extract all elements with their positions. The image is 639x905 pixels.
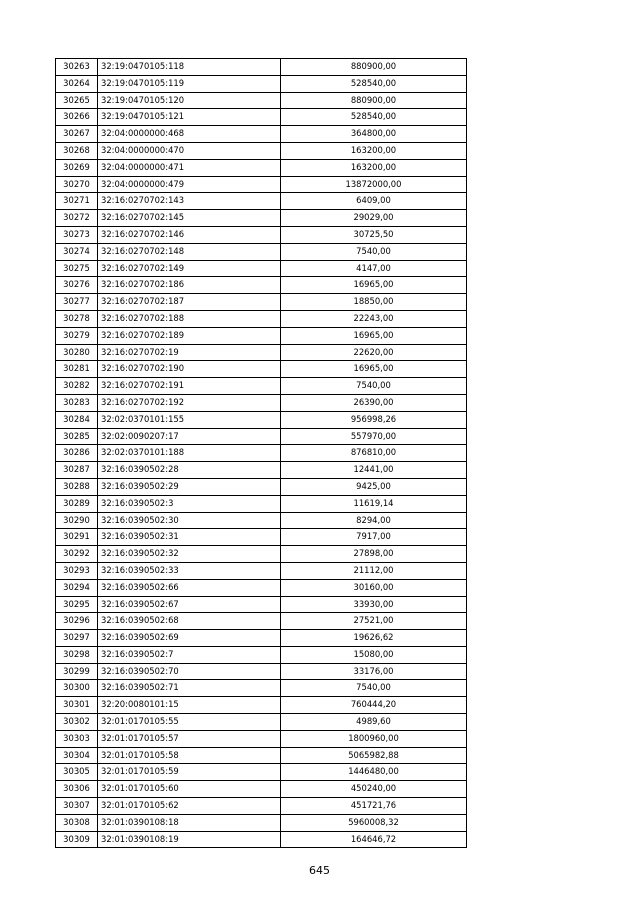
cadastral-code-cell: 32:16:0270702:186 [98,277,281,294]
cadastral-code-cell: 32:04:0000000:468 [98,126,281,143]
value-cell: 528540,00 [281,75,467,92]
row-id-cell: 30304 [56,747,98,764]
value-cell: 12441,00 [281,462,467,479]
table-row [56,697,467,714]
row-id-cell: 30276 [56,277,98,294]
table-row [56,310,467,327]
row-id-cell: 30289 [56,495,98,512]
value-cell: 22243,00 [281,310,467,327]
cadastral-code-cell: 32:16:0270702:145 [98,210,281,227]
table-row [56,210,467,227]
cadastral-code-cell: 32:16:0390502:7 [98,646,281,663]
value-cell: 30160,00 [281,579,467,596]
cadastral-code-cell: 32:16:0270702:148 [98,243,281,260]
table-row [56,462,467,479]
value-cell: 956998,26 [281,411,467,428]
cadastral-code-cell: 32:01:0170105:58 [98,747,281,764]
row-id-cell: 30286 [56,445,98,462]
table-row [56,226,467,243]
value-cell: 13872000,00 [281,176,467,193]
table-row [56,781,467,798]
cadastral-code-cell: 32:01:0390108:19 [98,831,281,848]
cadastral-code-cell: 32:01:0170105:57 [98,730,281,747]
value-cell: 5960008,32 [281,814,467,831]
table-row [56,798,467,815]
row-id-cell: 30308 [56,814,98,831]
table-row [56,361,467,378]
table-row [56,814,467,831]
value-cell: 9425,00 [281,478,467,495]
value-cell: 557970,00 [281,428,467,445]
table-row [56,579,467,596]
cadastral-code-cell: 32:19:0470105:119 [98,75,281,92]
cadastral-code-cell: 32:16:0270702:143 [98,193,281,210]
table-row [56,260,467,277]
table-row [56,747,467,764]
value-cell: 1446480,00 [281,764,467,781]
value-cell: 450240,00 [281,781,467,798]
table-row [56,193,467,210]
row-id-cell: 30281 [56,361,98,378]
table-row [56,596,467,613]
table-row [56,243,467,260]
cadastral-code-cell: 32:01:0170105:55 [98,714,281,731]
row-id-cell: 30309 [56,831,98,848]
table-row [56,277,467,294]
row-id-cell: 30299 [56,663,98,680]
value-cell: 163200,00 [281,159,467,176]
value-cell: 876810,00 [281,445,467,462]
table-body [56,59,467,848]
cadastral-code-cell: 32:16:0270702:187 [98,294,281,311]
value-cell: 1800960,00 [281,730,467,747]
row-id-cell: 30293 [56,562,98,579]
value-cell: 760444,20 [281,697,467,714]
table-row [56,714,467,731]
row-id-cell: 30272 [56,210,98,227]
table-row [56,445,467,462]
cadastral-code-cell: 32:04:0000000:471 [98,159,281,176]
table-row [56,344,467,361]
row-id-cell: 30287 [56,462,98,479]
row-id-cell: 30263 [56,59,98,76]
value-cell: 33176,00 [281,663,467,680]
table-row [56,109,467,126]
value-cell: 26390,00 [281,394,467,411]
row-id-cell: 30297 [56,630,98,647]
table-row [56,428,467,445]
cadastral-code-cell: 32:02:0370101:188 [98,445,281,462]
table-row [56,478,467,495]
value-cell: 6409,00 [281,193,467,210]
table-row [56,159,467,176]
value-cell: 8294,00 [281,512,467,529]
cadastral-code-cell: 32:20:0080101:15 [98,697,281,714]
cadastral-code-cell: 32:02:0370101:155 [98,411,281,428]
value-cell: 16965,00 [281,327,467,344]
row-id-cell: 30306 [56,781,98,798]
value-cell: 880900,00 [281,59,467,76]
row-id-cell: 30282 [56,378,98,395]
table-row [56,613,467,630]
row-id-cell: 30292 [56,546,98,563]
value-cell: 16965,00 [281,277,467,294]
table-row [56,327,467,344]
table-row [56,680,467,697]
row-id-cell: 30295 [56,596,98,613]
table-row [56,59,467,76]
row-id-cell: 30266 [56,109,98,126]
value-cell: 4989,60 [281,714,467,731]
table-row [56,529,467,546]
value-cell: 30725,50 [281,226,467,243]
cadastral-code-cell: 32:16:0270702:149 [98,260,281,277]
cadastral-code-cell: 32:16:0270702:192 [98,394,281,411]
row-id-cell: 30285 [56,428,98,445]
cadastral-code-cell: 32:16:0270702:189 [98,327,281,344]
row-id-cell: 30274 [56,243,98,260]
value-cell: 18850,00 [281,294,467,311]
cadastral-code-cell: 32:16:0390502:66 [98,579,281,596]
cadastral-code-cell: 32:16:0270702:19 [98,344,281,361]
row-id-cell: 30296 [56,613,98,630]
row-id-cell: 30300 [56,680,98,697]
table-row [56,730,467,747]
value-cell: 21112,00 [281,562,467,579]
cadastral-code-cell: 32:16:0390502:71 [98,680,281,697]
cadastral-code-cell: 32:04:0000000:470 [98,142,281,159]
cadastral-code-cell: 32:01:0170105:59 [98,764,281,781]
row-id-cell: 30264 [56,75,98,92]
row-id-cell: 30283 [56,394,98,411]
value-cell: 27521,00 [281,613,467,630]
row-id-cell: 30273 [56,226,98,243]
cadastral-code-cell: 32:16:0390502:68 [98,613,281,630]
value-cell: 15080,00 [281,646,467,663]
row-id-cell: 30275 [56,260,98,277]
table-row [56,831,467,848]
value-cell: 528540,00 [281,109,467,126]
row-id-cell: 30280 [56,344,98,361]
cadastral-code-cell: 32:01:0170105:60 [98,781,281,798]
cadastral-code-cell: 32:16:0270702:188 [98,310,281,327]
row-id-cell: 30290 [56,512,98,529]
table-row [56,630,467,647]
row-id-cell: 30284 [56,411,98,428]
row-id-cell: 30305 [56,764,98,781]
row-id-cell: 30277 [56,294,98,311]
cadastral-code-cell: 32:16:0390502:28 [98,462,281,479]
row-id-cell: 30269 [56,159,98,176]
table-row [56,394,467,411]
value-cell: 29029,00 [281,210,467,227]
row-id-cell: 30301 [56,697,98,714]
cadastral-code-cell: 32:19:0470105:118 [98,59,281,76]
row-id-cell: 30302 [56,714,98,731]
row-id-cell: 30270 [56,176,98,193]
value-cell: 7540,00 [281,378,467,395]
table-row [56,294,467,311]
table-row [56,142,467,159]
table-row [56,512,467,529]
table-row [56,546,467,563]
cadastral-code-cell: 32:16:0390502:70 [98,663,281,680]
value-cell: 163200,00 [281,142,467,159]
value-cell: 7540,00 [281,680,467,697]
value-cell: 4147,00 [281,260,467,277]
table-row [56,176,467,193]
table-row [56,562,467,579]
table-row [56,126,467,143]
cadastral-code-cell: 32:16:0390502:32 [98,546,281,563]
cadastral-code-cell: 32:19:0470105:120 [98,92,281,109]
value-cell: 364800,00 [281,126,467,143]
cadastral-code-cell: 32:16:0270702:146 [98,226,281,243]
table-row [56,411,467,428]
value-cell: 7917,00 [281,529,467,546]
value-cell: 880900,00 [281,92,467,109]
cadastral-code-cell: 32:16:0390502:3 [98,495,281,512]
cadastral-code-cell: 32:19:0470105:121 [98,109,281,126]
row-id-cell: 30307 [56,798,98,815]
cadastral-code-cell: 32:16:0390502:33 [98,562,281,579]
value-cell: 451721,76 [281,798,467,815]
value-cell: 27898,00 [281,546,467,563]
row-id-cell: 30291 [56,529,98,546]
row-id-cell: 30288 [56,478,98,495]
cadastral-code-cell: 32:16:0390502:31 [98,529,281,546]
row-id-cell: 30271 [56,193,98,210]
table-row [56,75,467,92]
table-row [56,646,467,663]
value-cell: 16965,00 [281,361,467,378]
value-cell: 19626,62 [281,630,467,647]
cadastral-code-cell: 32:01:0170105:62 [98,798,281,815]
value-cell: 164646,72 [281,831,467,848]
page-number: 645 [309,864,330,877]
cadastral-code-cell: 32:16:0270702:191 [98,378,281,395]
cadastral-code-cell: 32:16:0390502:69 [98,630,281,647]
table-row [56,92,467,109]
row-id-cell: 30278 [56,310,98,327]
cadastral-code-cell: 32:01:0390108:18 [98,814,281,831]
table-row [56,378,467,395]
cadastral-code-cell: 32:16:0270702:190 [98,361,281,378]
cadastral-code-cell: 32:16:0390502:67 [98,596,281,613]
row-id-cell: 30294 [56,579,98,596]
row-id-cell: 30267 [56,126,98,143]
row-id-cell: 30265 [56,92,98,109]
value-cell: 5065982,88 [281,747,467,764]
row-id-cell: 30303 [56,730,98,747]
value-cell: 33930,00 [281,596,467,613]
value-cell: 22620,00 [281,344,467,361]
cadastral-code-cell: 32:02:0090207:17 [98,428,281,445]
row-id-cell: 30298 [56,646,98,663]
table-row [56,495,467,512]
cadastral-code-cell: 32:16:0390502:29 [98,478,281,495]
cadastral-code-cell: 32:04:0000000:479 [98,176,281,193]
row-id-cell: 30279 [56,327,98,344]
data-table [55,58,467,848]
table-row [56,663,467,680]
row-id-cell: 30268 [56,142,98,159]
table-row [56,764,467,781]
cadastral-code-cell: 32:16:0390502:30 [98,512,281,529]
value-cell: 11619,14 [281,495,467,512]
value-cell: 7540,00 [281,243,467,260]
